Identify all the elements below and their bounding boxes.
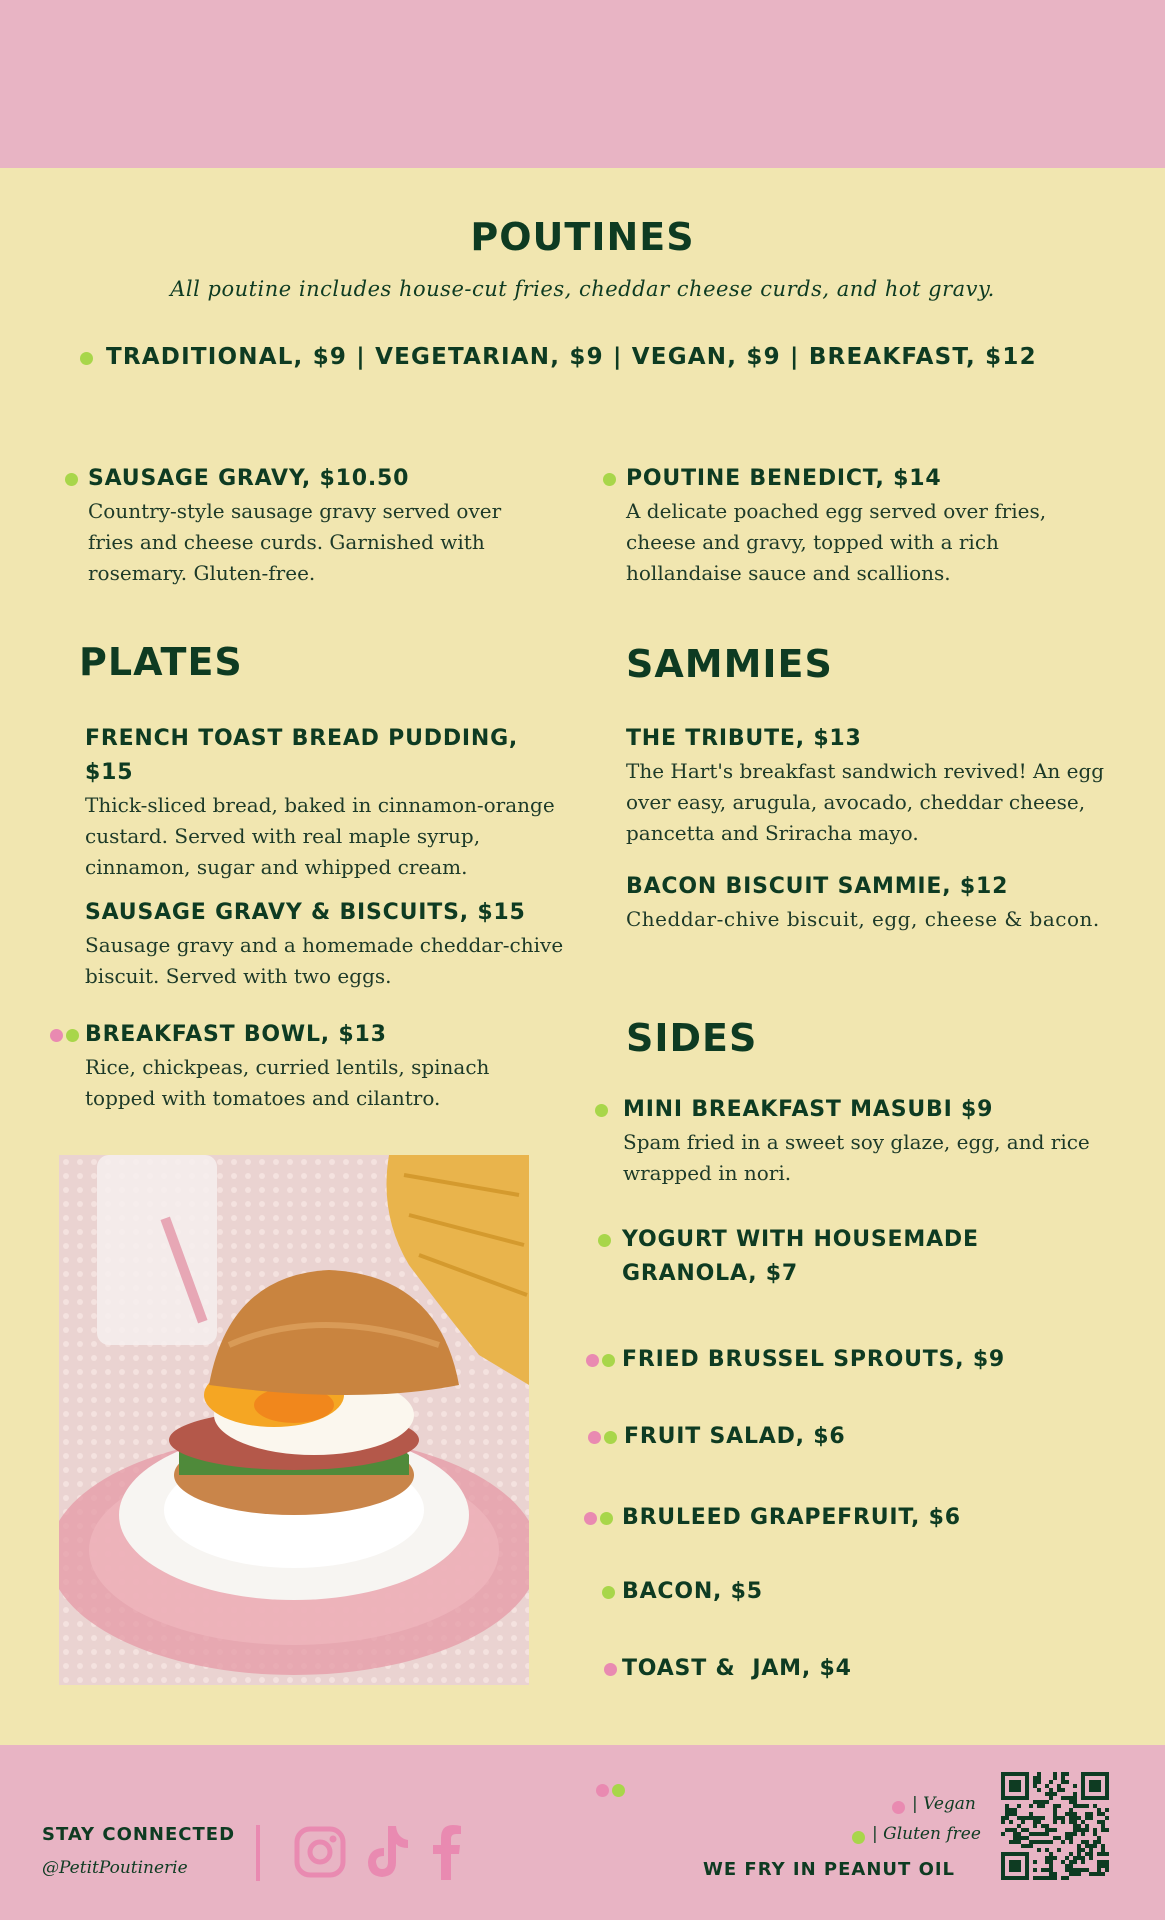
plates-heading: PLATES bbox=[79, 640, 243, 684]
item-description: Spam fried in a sweet soy glaze, egg, and rice wrapped in nori. bbox=[623, 1130, 1090, 1185]
footer-divider bbox=[256, 1825, 260, 1881]
gluten-free-dot bbox=[598, 1234, 611, 1247]
vegan-dot bbox=[596, 1784, 609, 1797]
item-description: Rice, chickpeas, curried lentils, spinach topped with tomatoes and cilantro. bbox=[85, 1055, 490, 1110]
social-handle[interactable]: @PetitPoutinerie bbox=[42, 1858, 188, 1878]
breakfast-sandwich-photo bbox=[59, 1155, 529, 1685]
item-description: Country-style sausage gravy served over fries and cheese curds. Garnished with rosemary. Gluten-free. bbox=[88, 499, 502, 585]
side-item: BACON, $5 bbox=[622, 1579, 763, 1604]
side-item: FRIED BRUSSEL SPROUTS, $9 bbox=[622, 1347, 1006, 1372]
item-description: Sausage gravy and a homemade cheddar-chive biscuit. Served with two eggs. bbox=[85, 933, 564, 988]
vegan-dot bbox=[586, 1354, 599, 1367]
vegan-dot bbox=[892, 1801, 905, 1814]
vegan-dot bbox=[584, 1512, 597, 1525]
item-description: A delicate poached egg served over fries, cheese and gravy, topped with a rich hollandaise sauce and scallions. bbox=[626, 499, 1047, 585]
side-item: BRULEED GRAPEFRUIT, $6 bbox=[622, 1505, 961, 1530]
stay-connected-label: STAY CONNECTED bbox=[42, 1824, 236, 1845]
legend-gluten-free: | Gluten free bbox=[872, 1824, 981, 1844]
gluten-free-dot bbox=[603, 473, 616, 486]
gluten-free-dot bbox=[600, 1512, 613, 1525]
item-title: MINI BREAKFAST MASUBI $9 bbox=[623, 1097, 994, 1122]
sammies-heading: SAMMIES bbox=[626, 642, 833, 686]
item-description: Thick-sliced bread, baked in cinnamon-orange custard. Served with real maple syrup, cinnamon, sugar and whipped cream. bbox=[85, 793, 555, 879]
menu-item bbox=[626, 722, 1106, 849]
side-item: FRUIT SALAD, $6 bbox=[624, 1424, 846, 1449]
item-title: BREAKFAST BOWL, $13 bbox=[85, 1022, 387, 1047]
item-title: THE TRIBUTE, $13 bbox=[626, 726, 862, 751]
item-description: Cheddar-chive biscuit, egg, cheese & bacon. bbox=[626, 907, 1100, 931]
tiktok-icon[interactable] bbox=[364, 1824, 410, 1880]
poutines-heading: POUTINES bbox=[470, 215, 695, 259]
gluten-free-dot bbox=[80, 352, 93, 365]
menu-item bbox=[626, 870, 1126, 935]
gluten-free-dot bbox=[852, 1831, 865, 1844]
side-item: YOGURT WITH HOUSEMADE GRANOLA, $7 bbox=[622, 1227, 979, 1286]
gluten-free-dot bbox=[595, 1104, 608, 1117]
menu-item bbox=[626, 462, 1066, 589]
menu-item bbox=[85, 722, 565, 883]
item-title: BACON BISCUIT SAMMIE, $12 bbox=[626, 874, 1009, 899]
item-title: SAUSAGE GRAVY, $10.50 bbox=[88, 466, 410, 491]
poutines-subtitle: All poutine includes house-cut fries, cheddar cheese curds, and hot gravy. bbox=[170, 277, 995, 301]
qr-code[interactable] bbox=[1001, 1772, 1109, 1880]
sides-heading: SIDES bbox=[626, 1016, 758, 1060]
vegan-dot bbox=[604, 1663, 617, 1676]
top-banner bbox=[0, 0, 1165, 168]
gluten-free-dot bbox=[65, 473, 78, 486]
menu-item bbox=[88, 462, 548, 589]
gluten-free-dot bbox=[604, 1431, 617, 1444]
item-title: SAUSAGE GRAVY & BISCUITS, $15 bbox=[85, 900, 526, 925]
gluten-free-dot bbox=[66, 1029, 79, 1042]
peanut-oil-notice: WE FRY IN PEANUT OIL bbox=[703, 1859, 956, 1880]
side-item: TOAST & JAM, $4 bbox=[622, 1656, 852, 1681]
gluten-free-dot bbox=[602, 1354, 615, 1367]
poutine-base-prices: TRADITIONAL, $9 | VEGETARIAN, $9 | VEGAN, $9 | BREAKFAST, $12 bbox=[106, 344, 1037, 370]
side-item bbox=[623, 1093, 1103, 1189]
instagram-icon[interactable] bbox=[294, 1826, 346, 1878]
gluten-free-dot bbox=[612, 1784, 625, 1797]
legend-vegan: | Vegan bbox=[912, 1794, 976, 1814]
item-title: FRENCH TOAST BREAD PUDDING, $15 bbox=[85, 726, 519, 785]
menu-item bbox=[85, 1018, 565, 1114]
item-description: The Hart's breakfast sandwich revived! An egg over easy, arugula, avocado, cheddar cheese, pancetta and Sriracha mayo. bbox=[626, 759, 1105, 845]
menu-item bbox=[85, 896, 565, 992]
item-title: POUTINE BENEDICT, $14 bbox=[626, 466, 942, 491]
vegan-dot bbox=[50, 1029, 63, 1042]
vegan-dot bbox=[588, 1431, 601, 1444]
facebook-icon[interactable] bbox=[432, 1824, 462, 1880]
gluten-free-dot bbox=[602, 1586, 615, 1599]
